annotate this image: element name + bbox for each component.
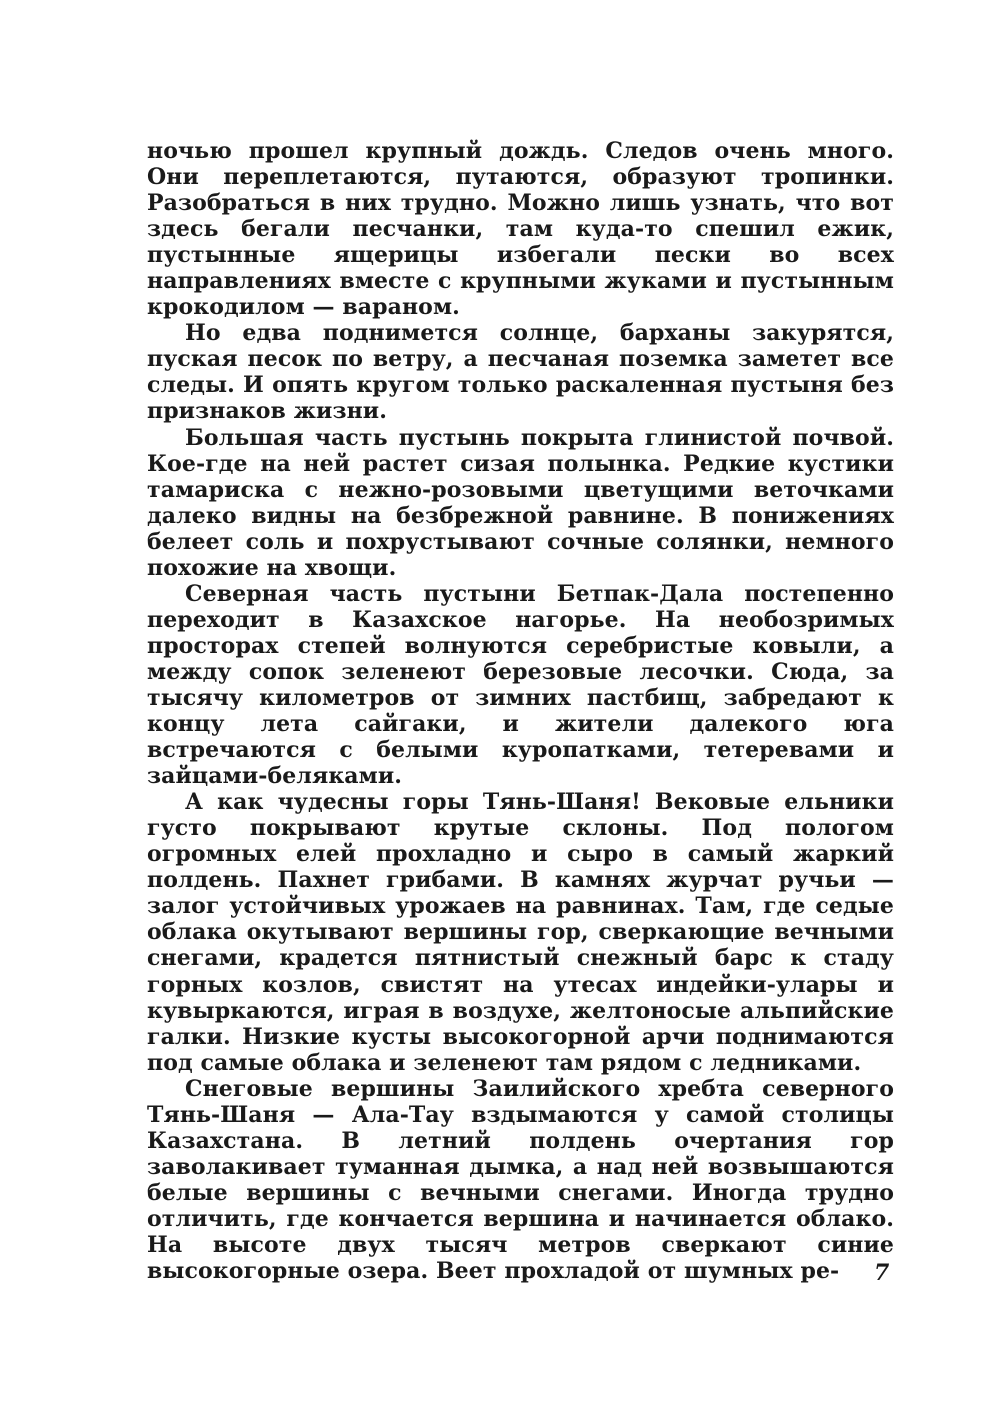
body-text (147, 138, 894, 1284)
paragraph-clay-desert: Большая часть пустынь покрыта глинистой почвой. Кое-где на ней растет сизая полынка. Редкие кустики тамариска с нежно-розовыми цветущими веточками далеко видны на безбрежной равнине. В понижениях белеет соль и похрустывают сочные солянки, немного похожие на хвощи. (147, 424, 894, 581)
paragraph-continuation: ночью прошел крупный дождь. Следов очень много. Они переплетаются, путаются, образуют тропинки. Разобраться в них трудно. Можно лишь узнать, что вот здесь бегали песчанки, там куда-то спешил ежик, пустынные ящерицы избегали пески во всех направлениях вместе с крупными жуками и пустынным крокодилом — вараном. (147, 138, 894, 321)
paragraph-zailiysky-ridge: Снеговые вершины Заилийского хребта северного Тянь-Шаня — Ала-Тау вздымаются у самой столицы Казахстана. В летний полдень очертания гор заволакивает туманная дымка, а над ней возвышаются белые вершины с вечными снегами. Иногда трудно отличить, где кончается вершина и начинается облако. На высоте двух тысяч метров сверкают синие высокогорные озера. Веет прохладой от шумных ре- (147, 1075, 894, 1285)
page-number: 7 (874, 1260, 890, 1286)
paragraph-sunrise: Но едва поднимется солнце, барханы закурятся, пуская песок по ветру, а песчаная поземка заметет все следы. И опять кругом только раскаленная пустыня без признаков жизни. (147, 320, 894, 425)
paragraph-betpak-dala: Северная часть пустыни Бетпак-Дала постепенно переходит в Казахское нагорье. На необозримых просторах степей волнуются серебристые ковыли, а между сопок зеленеют березовые лесочки. Сюда, за тысячу километров от зимних пастбищ, забредают к концу лета сайгаки, и жители далекого юга встречаются с белыми куропатками, тетеревами и зайцами-беляками. (147, 580, 894, 790)
paragraph-tien-shan: А как чудесны горы Тянь-Шаня! Вековые ельники густо покрывают крутые склоны. Под пологом огромных елей прохладно и сыро в самый жаркий полдень. Пахнет грибами. В камнях журчат ручьи — залог устойчивых урожаев на равнинах. Там, где седые облака окутывают вершины гор, сверкающие вечными снегами, крадется пятнистый снежный барс к стаду горных козлов, свистят на утесах индейки-улары и кувыркаются, играя в воздухе, желтоносые альпийские галки. Низкие кусты высокогорной арчи поднимаются под самые облака и зеленеют там рядом с ледниками. (147, 789, 894, 1076)
